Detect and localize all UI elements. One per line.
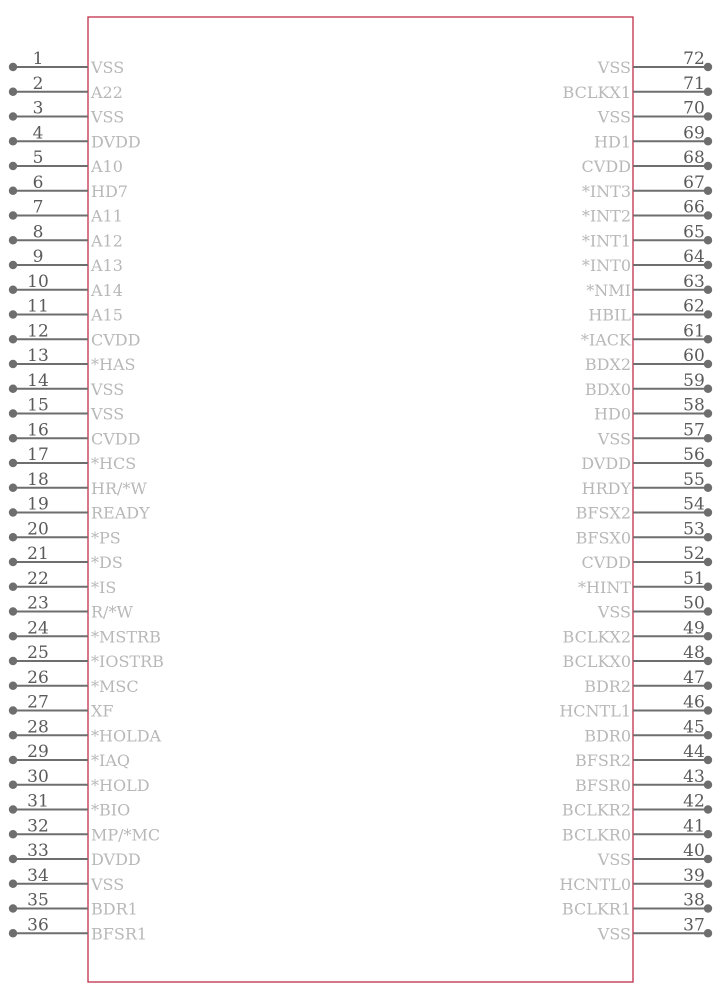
pin-terminal-dot bbox=[704, 830, 712, 838]
pin-terminal-dot bbox=[704, 137, 712, 145]
pin-number: 23 bbox=[27, 593, 49, 614]
pin-name: A13 bbox=[91, 256, 123, 275]
pin-terminal-dot bbox=[704, 310, 712, 318]
pin-number: 67 bbox=[683, 172, 705, 193]
pin-terminal-dot bbox=[9, 607, 17, 615]
pin-name: BCLKR2 bbox=[561, 800, 631, 820]
pin-name: CVDD bbox=[581, 157, 631, 176]
pin-number: 22 bbox=[27, 568, 49, 589]
pin-name: VSS bbox=[597, 58, 631, 77]
pin-name: HR/*W bbox=[91, 478, 147, 498]
pin-name: *INT0 bbox=[581, 256, 631, 275]
pin-name: A11 bbox=[91, 206, 123, 226]
pin-terminal-dot bbox=[704, 904, 712, 912]
pin-terminal-dot bbox=[704, 657, 712, 665]
pin-number: 55 bbox=[683, 469, 705, 490]
pin-number: 27 bbox=[27, 692, 49, 713]
pin-terminal-dot bbox=[9, 682, 17, 690]
pin-terminal-dot bbox=[704, 360, 712, 368]
pin-terminal-dot bbox=[9, 756, 17, 764]
pin-name: A14 bbox=[91, 280, 123, 300]
pin-9 bbox=[9, 247, 123, 275]
pin-3 bbox=[9, 99, 124, 127]
pin-number: 31 bbox=[27, 791, 49, 812]
pin-1 bbox=[9, 49, 124, 77]
pin-name: VSS bbox=[597, 924, 631, 944]
pin-terminal-dot bbox=[9, 261, 17, 269]
pin-number: 14 bbox=[27, 370, 49, 391]
pin-name: *MSC bbox=[91, 676, 139, 696]
pin-name: HRDY bbox=[581, 478, 631, 498]
pin-37 bbox=[597, 915, 712, 943]
pin-terminal-dot bbox=[9, 310, 17, 318]
pin-number: 21 bbox=[27, 544, 49, 564]
pin-terminal-dot bbox=[9, 731, 17, 739]
pin-terminal-dot bbox=[9, 508, 17, 516]
pin-number: 43 bbox=[683, 766, 705, 787]
pin-terminal-dot bbox=[9, 385, 17, 393]
pin-name: CVDD bbox=[91, 429, 141, 449]
pin-terminal-dot bbox=[704, 434, 712, 442]
pin-14 bbox=[9, 371, 124, 399]
pin-name: BCLKR0 bbox=[561, 825, 631, 845]
pin-number: 10 bbox=[27, 271, 49, 292]
pin-5 bbox=[9, 148, 123, 176]
pin-number: 39 bbox=[683, 865, 705, 886]
pin-name: BDR2 bbox=[584, 676, 631, 696]
pin-number: 17 bbox=[27, 445, 49, 465]
pin-number: 25 bbox=[27, 643, 49, 663]
pin-name: HD0 bbox=[594, 404, 631, 424]
pin-number: 56 bbox=[683, 445, 705, 465]
pin-terminal-dot bbox=[9, 162, 17, 170]
pin-name: A12 bbox=[91, 231, 123, 251]
pin-name: HCNTL0 bbox=[559, 874, 631, 894]
pin-name: DVDD bbox=[581, 454, 631, 473]
pin-number: 46 bbox=[683, 692, 705, 713]
pin-terminal-dot bbox=[9, 484, 17, 492]
pin-number: 44 bbox=[683, 742, 705, 762]
pin-name: BFSX2 bbox=[575, 503, 631, 523]
pin-terminal-dot bbox=[704, 88, 712, 96]
pin-number: 61 bbox=[683, 321, 705, 342]
pin-34 bbox=[9, 866, 124, 894]
pin-number: 58 bbox=[683, 395, 705, 416]
pin-name: VSS bbox=[597, 850, 631, 869]
pin-number: 36 bbox=[27, 915, 49, 936]
pin-name: VSS bbox=[91, 107, 125, 127]
pin-number: 69 bbox=[683, 123, 705, 144]
pin-terminal-dot bbox=[704, 211, 712, 219]
pin-number: 60 bbox=[683, 346, 705, 366]
pin-6 bbox=[9, 173, 128, 201]
component-body bbox=[88, 17, 633, 982]
pin-number: 57 bbox=[683, 420, 705, 441]
pin-name: A22 bbox=[91, 82, 123, 102]
pin-terminal-dot bbox=[9, 211, 17, 219]
pin-number: 63 bbox=[683, 271, 705, 292]
pin-number: 11 bbox=[27, 296, 49, 317]
pin-number: 65 bbox=[683, 222, 705, 243]
pin-terminal-dot bbox=[704, 607, 712, 615]
pin-terminal-dot bbox=[9, 558, 17, 566]
pin-number: 37 bbox=[683, 915, 705, 936]
pin-number: 1 bbox=[32, 49, 44, 69]
pin-name: *HOLD bbox=[91, 775, 150, 795]
pin-name: *HCS bbox=[91, 454, 137, 473]
pin-number: 68 bbox=[683, 148, 705, 168]
pin-name: *DS bbox=[91, 553, 123, 572]
pin-name: *INT1 bbox=[581, 231, 631, 251]
pin-terminal-dot bbox=[9, 286, 17, 294]
pin-number: 50 bbox=[683, 593, 705, 614]
pin-number: 64 bbox=[683, 247, 705, 267]
pin-name: *IOSTRB bbox=[91, 652, 164, 671]
pin-name: *MSTRB bbox=[91, 627, 161, 647]
pin-name: *INT2 bbox=[581, 206, 631, 226]
pin-terminal-dot bbox=[704, 261, 712, 269]
pin-20 bbox=[9, 519, 121, 547]
pin-name: HD7 bbox=[91, 181, 128, 201]
pin-terminal-dot bbox=[9, 187, 17, 195]
pin-name: VSS bbox=[91, 874, 125, 894]
pin-terminal-dot bbox=[9, 855, 17, 863]
pin-name: A15 bbox=[91, 305, 123, 325]
pin-name: *IS bbox=[91, 577, 117, 597]
pin-terminal-dot bbox=[9, 632, 17, 640]
pin-number: 8 bbox=[32, 222, 44, 243]
pin-8 bbox=[9, 222, 123, 250]
pin-terminal-dot bbox=[704, 508, 712, 516]
pin-name: BDR1 bbox=[91, 899, 138, 919]
pin-number: 62 bbox=[683, 296, 705, 317]
pin-terminal-dot bbox=[704, 533, 712, 541]
pin-name: CVDD bbox=[91, 330, 141, 350]
pin-name: HCNTL1 bbox=[559, 701, 631, 721]
pin-name: *PS bbox=[91, 528, 121, 548]
pin-name: *HOLDA bbox=[91, 726, 162, 746]
pin-number: 52 bbox=[683, 544, 705, 564]
pin-terminal-dot bbox=[9, 657, 17, 665]
pin-terminal-dot bbox=[704, 632, 712, 640]
pin-name: HBIL bbox=[588, 305, 631, 325]
pin-number: 13 bbox=[27, 346, 49, 366]
pin-number: 38 bbox=[683, 890, 705, 911]
pin-36 bbox=[9, 915, 147, 943]
pin-name: BCLKR1 bbox=[561, 899, 631, 919]
pin-name: *INT3 bbox=[581, 181, 631, 201]
pin-number: 6 bbox=[32, 172, 44, 193]
pin-terminal-dot bbox=[704, 112, 712, 120]
pin-terminal-dot bbox=[9, 805, 17, 813]
pin-name: VSS bbox=[91, 404, 125, 424]
pin-number: 30 bbox=[27, 766, 49, 787]
pin-7 bbox=[9, 198, 123, 226]
pin-number: 59 bbox=[683, 370, 705, 391]
pin-name: VSS bbox=[597, 602, 631, 622]
pin-name: BDR0 bbox=[584, 726, 631, 746]
pin-name: CVDD bbox=[581, 553, 631, 572]
pin-number: 26 bbox=[27, 667, 49, 688]
pin-name: MP/*MC bbox=[91, 825, 161, 845]
pin-name: DVDD bbox=[91, 850, 141, 869]
pin-terminal-dot bbox=[704, 187, 712, 195]
pin-terminal-dot bbox=[704, 781, 712, 789]
pin-name: *HAS bbox=[91, 355, 136, 374]
pin-terminal-dot bbox=[704, 236, 712, 244]
pin-number: 66 bbox=[683, 197, 705, 218]
pin-name: XF bbox=[91, 701, 114, 721]
pin-name: BDX2 bbox=[584, 355, 631, 374]
pin-number: 72 bbox=[683, 49, 705, 69]
pin-number: 16 bbox=[27, 420, 49, 441]
pin-terminal-dot bbox=[704, 583, 712, 591]
pin-name: BDX0 bbox=[584, 379, 631, 399]
pin-11 bbox=[9, 297, 123, 325]
pin-terminal-dot bbox=[9, 781, 17, 789]
pin-number: 15 bbox=[27, 395, 49, 416]
pin-name: BFSR0 bbox=[574, 775, 631, 795]
pin-number: 51 bbox=[683, 568, 705, 589]
pin-name: DVDD bbox=[91, 132, 141, 152]
pin-number: 33 bbox=[27, 841, 49, 861]
pin-name: *NMI bbox=[586, 280, 631, 300]
pin-terminal-dot bbox=[9, 137, 17, 145]
pin-terminal-dot bbox=[9, 63, 17, 71]
pin-terminal-dot bbox=[9, 706, 17, 714]
pin-terminal-dot bbox=[704, 731, 712, 739]
pin-terminal-dot bbox=[704, 706, 712, 714]
pin-terminal-dot bbox=[9, 929, 17, 937]
pin-name: VSS bbox=[91, 58, 125, 77]
pin-terminal-dot bbox=[704, 459, 712, 467]
pin-terminal-dot bbox=[9, 459, 17, 467]
pin-number: 9 bbox=[32, 247, 44, 267]
pin-terminal-dot bbox=[704, 855, 712, 863]
pin-number: 35 bbox=[27, 890, 49, 911]
pin-terminal-dot bbox=[9, 880, 17, 888]
pin-terminal-dot bbox=[9, 360, 17, 368]
pin-number: 20 bbox=[27, 519, 49, 540]
pin-terminal-dot bbox=[704, 880, 712, 888]
left-pin-group bbox=[9, 49, 164, 943]
pin-number: 32 bbox=[27, 816, 49, 837]
pin-4 bbox=[9, 123, 141, 151]
pin-number: 29 bbox=[27, 742, 49, 762]
pin-terminal-dot bbox=[9, 335, 17, 343]
pin-terminal-dot bbox=[704, 385, 712, 393]
pin-name: VSS bbox=[91, 379, 125, 399]
pin-name: *BIO bbox=[91, 800, 131, 820]
pin-name: BFSR1 bbox=[91, 924, 148, 944]
pin-21 bbox=[9, 544, 123, 572]
pin-27 bbox=[9, 693, 114, 721]
pin-terminal-dot bbox=[9, 236, 17, 244]
pin-terminal-dot bbox=[704, 335, 712, 343]
pin-number: 71 bbox=[683, 73, 705, 94]
pin-name: *IAQ bbox=[91, 751, 130, 770]
pin-name: READY bbox=[91, 503, 150, 523]
pin-name: R/*W bbox=[91, 602, 133, 622]
pin-terminal-dot bbox=[704, 558, 712, 566]
pin-number: 19 bbox=[27, 494, 49, 515]
pin-number: 47 bbox=[683, 667, 705, 688]
pin-terminal-dot bbox=[704, 756, 712, 764]
pin-number: 40 bbox=[683, 841, 705, 861]
pin-15 bbox=[9, 396, 124, 424]
pin-number: 4 bbox=[32, 123, 44, 144]
pin-name: BCLKX0 bbox=[562, 652, 631, 671]
pin-number: 45 bbox=[683, 717, 705, 738]
pin-terminal-dot bbox=[704, 286, 712, 294]
pin-terminal-dot bbox=[704, 409, 712, 417]
pin-number: 2 bbox=[32, 73, 44, 94]
pin-terminal-dot bbox=[704, 484, 712, 492]
pin-terminal-dot bbox=[704, 63, 712, 71]
pin-22 bbox=[9, 569, 116, 597]
pin-number: 12 bbox=[27, 321, 49, 342]
pin-number: 18 bbox=[27, 469, 49, 490]
pin-name: VSS bbox=[597, 429, 631, 449]
pin-number: 53 bbox=[683, 519, 705, 540]
pin-terminal-dot bbox=[9, 434, 17, 442]
pin-number: 7 bbox=[32, 197, 44, 218]
pin-name: BCLKX2 bbox=[562, 627, 631, 647]
pin-number: 54 bbox=[683, 494, 705, 515]
pin-terminal-dot bbox=[9, 409, 17, 417]
pin-name: BFSR2 bbox=[574, 751, 631, 770]
pin-terminal-dot bbox=[9, 533, 17, 541]
pin-name: VSS bbox=[597, 107, 631, 127]
pin-number: 48 bbox=[683, 643, 705, 663]
pin-number: 41 bbox=[683, 816, 705, 837]
pin-terminal-dot bbox=[9, 904, 17, 912]
pin-terminal-dot bbox=[9, 830, 17, 838]
pin-number: 70 bbox=[683, 98, 705, 119]
pin-terminal-dot bbox=[704, 805, 712, 813]
pin-name: *IACK bbox=[580, 330, 631, 350]
pin-terminal-dot bbox=[704, 162, 712, 170]
pin-name: A10 bbox=[91, 157, 123, 176]
right-pin-group bbox=[559, 49, 712, 943]
pin-name: BFSX0 bbox=[575, 528, 631, 548]
pin-number: 5 bbox=[32, 148, 44, 168]
pin-number: 3 bbox=[32, 98, 44, 119]
pin-number: 49 bbox=[683, 618, 705, 639]
pin-terminal-dot bbox=[9, 583, 17, 591]
pin-number: 34 bbox=[27, 865, 49, 886]
pin-name: *HINT bbox=[578, 577, 631, 597]
pin-terminal-dot bbox=[704, 682, 712, 690]
pin-terminal-dot bbox=[704, 929, 712, 937]
pin-terminal-dot bbox=[9, 88, 17, 96]
pin-10 bbox=[9, 272, 123, 300]
pin-name: HD1 bbox=[594, 132, 631, 152]
pin-number: 28 bbox=[27, 717, 49, 738]
pin-number: 42 bbox=[683, 791, 705, 812]
pin-terminal-dot bbox=[9, 112, 17, 120]
pin-name: BCLKX1 bbox=[562, 82, 631, 102]
pin-number: 24 bbox=[27, 618, 49, 639]
pin-2 bbox=[9, 74, 123, 102]
